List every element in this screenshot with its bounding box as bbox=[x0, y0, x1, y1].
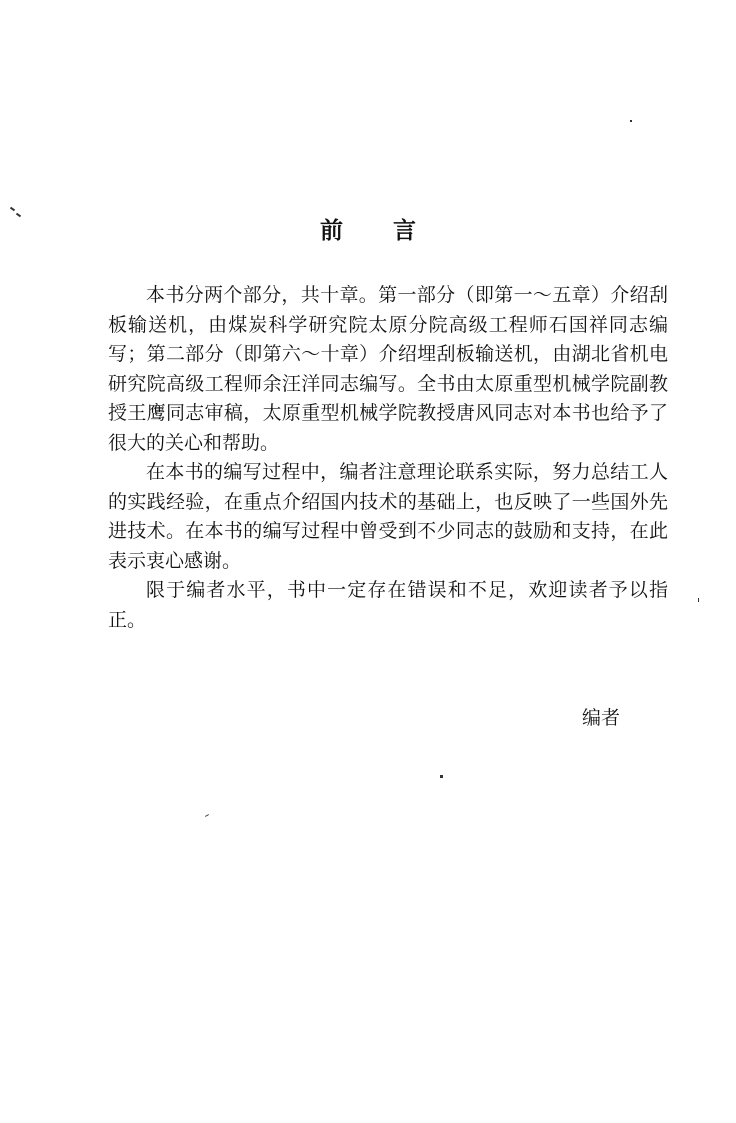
preface-paragraph-2: 在本书的编写过程中，编者注意理论联系实际，努力总结工人的实践经验，在重点介绍国内技术的基础上，也反映了一些国外先进技术。在本书的编写过程中曾受到不少同志的鼓励和支持，在此表示衷心感谢。 bbox=[108, 461, 668, 572]
page-title: 前言 bbox=[320, 217, 466, 244]
scan-speck bbox=[205, 814, 209, 817]
scan-speck bbox=[698, 598, 699, 602]
preface-paragraph-1: 本书分两个部分，共十章。第一部分（即第一～五章）介绍刮板输送机，由煤炭科学研究院太原分院高级工程师石国祥同志编写；第二部分（即第六～十章）介绍埋刮板输送机，由湖北省机电研究院高级工程师余汪洋同志编写。全书由太原重型机械学院副教授王鹰同志审稿，太原重型机械学院教授唐风同志对本书也给予了很大的关心和帮助。 bbox=[108, 284, 668, 454]
scan-speck bbox=[630, 120, 632, 122]
signature: 编者 bbox=[582, 707, 621, 729]
preface-paragraph-3: 限于编者水平，书中一定存在错误和不足，欢迎读者予以指正。 bbox=[108, 579, 668, 631]
scan-speck bbox=[10, 207, 15, 212]
preface-body bbox=[108, 281, 668, 635]
scan-speck bbox=[440, 775, 443, 778]
